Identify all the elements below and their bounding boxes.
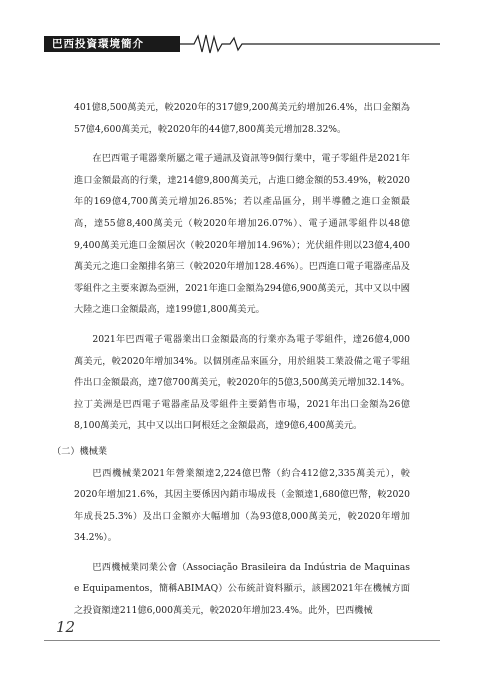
paragraph-3: 2021年巴西電子電器業出口金額最高的行業亦為電子零組件，達26億4,000萬美元，較2020年增加34%。以個別產品來區分，用於組裝工業設備之電子零組件出口金額最高，達7億700萬美元，較2020年的5億3,500萬美元增加32.14%。拉丁美洲是巴西電子電器產品及零組件主要銷售市場，2021年出口金額為26億8,100萬美元，其中又以出口阿根廷之金額最高，達9億6,400萬美元。	[74, 333, 410, 432]
paragraph-4: 巴西機械業2021年營業額達2,224億巴幣（約合412億2,335萬美元），較2020年增加21.6%，其因主要係因內銷市場成長（金額達1,680億巴幣，較2020年成長25.3%）及出口金額亦大幅增加（為93億8,000萬美元，較2020年增加34.2%）。	[74, 467, 410, 544]
paragraph-1: 401億8,500萬美元，較2020年的317億9,200萬美元約增加26.4%，出口金額為57億4,600萬美元，較2020年的44億7,800萬美元增加28.32%。	[74, 102, 410, 135]
body-text	[52, 97, 413, 622]
paragraph-5: 巴西機械業同業公會（Associação Brasileira da Indústria de Maquinas e Equipamentos，簡稱ABIMAQ）公布統計資料顯示，該國2021年在機械方面之投資額達211億6,000萬美元，較2020年增加23.4%。此外，巴西機械	[74, 561, 413, 617]
page-number: 12	[56, 618, 76, 636]
heartbeat-line-icon	[180, 33, 440, 55]
section-heading: （二）機械業	[52, 445, 108, 457]
paragraph-2: 在巴西電子電器業所屬之電子通訊及資訊等9個行業中，電子零組件是2021年進口金額最高的行業，達214億9,800萬美元，占進口總金額的53.49%，較2020年的169億4,700萬美元增加26.85%；若以產品區分，則半導體之進口金額最高，達55億8,400萬美元（較2020年增加26.07%）、電子通訊零組件以48億9,400萬美元進口金額居次（較2020年增加14.96%）；光伏組件則以23億4,400萬美元之進口金額排名第三（較2020年增加128.46%）。巴西進口電子電器產品及零組件之主要來源為亞洲，2021年進口金額為294億6,900萬美元，其中又以中國大陸之進口金額最高，達199億1,800萬美元。	[74, 153, 410, 316]
chapter-title: 巴西投資環境簡介	[44, 36, 180, 52]
footer-rule	[44, 640, 440, 641]
chapter-header	[44, 33, 440, 55]
